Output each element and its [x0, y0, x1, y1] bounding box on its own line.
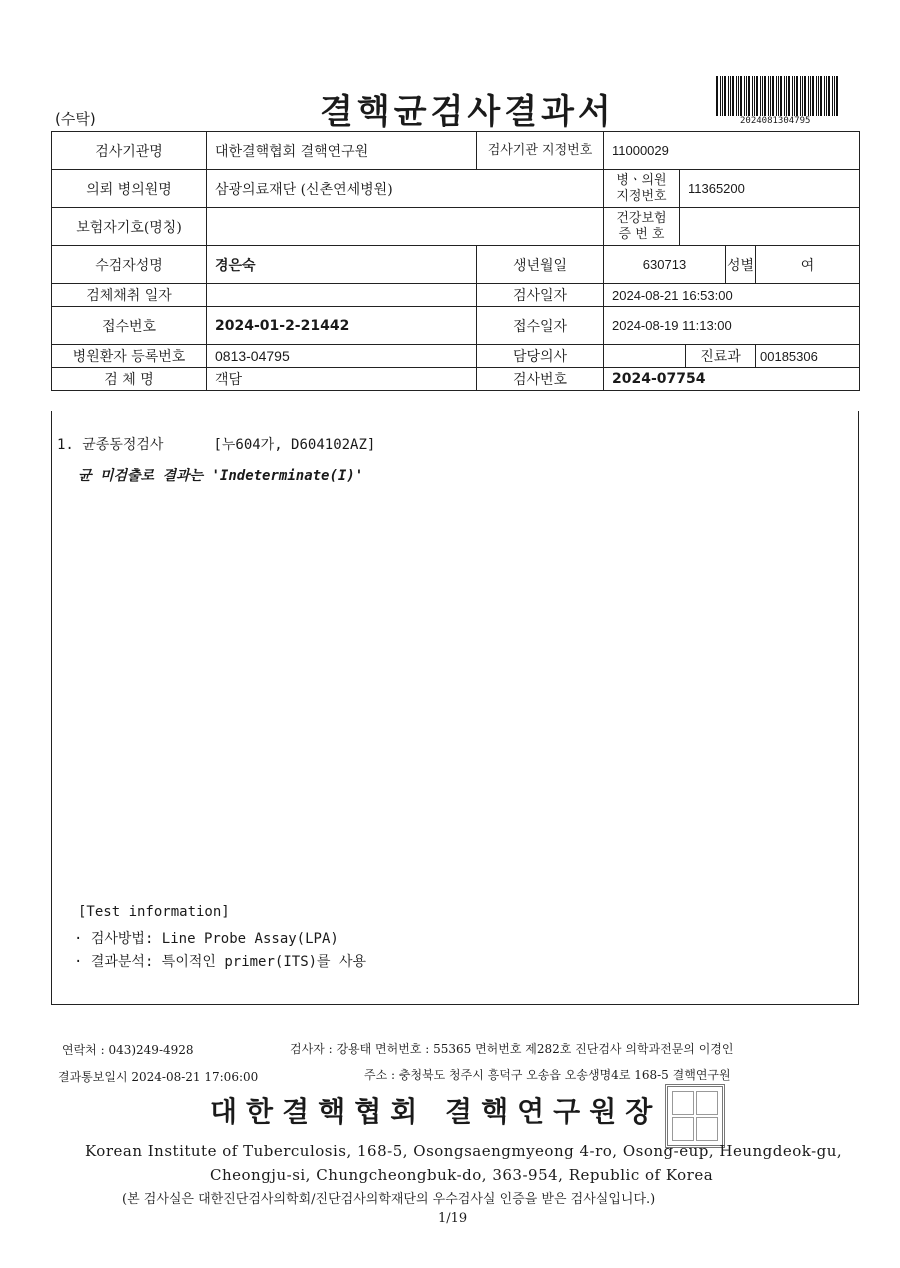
label-receipt-number: 접수번호	[52, 307, 207, 345]
label-department: 진료과	[686, 345, 756, 368]
result-line-1	[57, 434, 375, 454]
barcode-icon	[716, 76, 840, 116]
certification-note: (본 검사실은 대한진단검사의학회/진단검사의학재단의 우수검사실 인증을 받은 검사실입니다.)	[122, 1192, 656, 1207]
label-sex: 성별	[726, 246, 756, 284]
value-collection-date	[207, 284, 477, 307]
english-address-line-2: Cheongju-si, Chungcheongbuk-do, 363-954, Republic of Korea	[210, 1166, 714, 1184]
barcode-number: 2024081304795	[740, 116, 811, 126]
english-address-line-1: Korean Institute of Tuberculosis, 168-5, Osongsaengmyeong 4-ro, Osong-eup, Heungdeok-gu,	[85, 1142, 843, 1160]
label-hospital: 의뢰 병의원명	[52, 170, 207, 208]
result-line-2: 균 미검출로 결과는 'Indeterminate(I)'	[78, 468, 364, 484]
label-specimen: 검 체 명	[52, 368, 207, 391]
page-number: 1/19	[438, 1211, 468, 1226]
official-seal-icon	[665, 1084, 725, 1148]
test-info-method: · 검사방법: Line Probe Assay(LPA)	[74, 931, 339, 947]
value-institution-code: 11000029	[604, 132, 860, 170]
test-info-header: [Test information]	[78, 904, 230, 920]
institution-name: 대한결핵협회 결핵연구원장	[210, 1095, 662, 1128]
label-insurer: 보험자기호(명칭)	[52, 208, 207, 246]
result-test-name: 1. 균종동정검사	[57, 437, 164, 453]
info-table	[51, 131, 860, 391]
footer-notice-time: 결과통보일시 2024-08-21 17:06:00	[58, 1070, 259, 1084]
label-institution: 검사기관명	[52, 132, 207, 170]
value-birthdate: 630713	[604, 246, 726, 284]
label-test-date: 검사일자	[477, 284, 604, 307]
table-row	[52, 284, 860, 307]
table-row	[52, 208, 860, 246]
document-title: 결핵균검사결과서	[320, 92, 615, 132]
footer-contact: 연락처 : 043)249-4928	[62, 1043, 194, 1057]
label-physician: 담당의사	[477, 345, 604, 368]
value-insurer	[207, 208, 604, 246]
table-row	[52, 246, 860, 284]
value-registration-number: 0813-04795	[207, 345, 477, 368]
document-subtitle: (수탁)	[55, 110, 96, 128]
test-info-analysis: · 결과분석: 특이적인 primer(ITS)를 사용	[74, 954, 367, 970]
value-specimen: 객담	[207, 368, 477, 391]
footer-address: 주소 : 충청북도 청주시 흥덕구 오송읍 오송생명4로 168-5 결핵연구원	[364, 1068, 731, 1082]
label-insurance-number: 건강보험 증 번 호	[604, 208, 680, 246]
value-insurance-number	[680, 208, 860, 246]
label-hospital-code: 병ㆍ의원 지정번호	[604, 170, 680, 208]
value-receipt-number: 2024-01-2-21442	[207, 307, 477, 345]
footer-tester: 검사자 : 강용태 면허번호 : 55365 면허번호 제282호 진단검사 의학과전문의 이경인	[290, 1042, 734, 1056]
value-institution: 대한결핵협회 결핵연구원	[207, 132, 477, 170]
label-birthdate: 생년월일	[477, 246, 604, 284]
value-hospital-code: 11365200	[680, 170, 860, 208]
value-test-date: 2024-08-21 16:53:00	[604, 284, 860, 307]
table-row	[52, 368, 860, 391]
table-row	[52, 345, 860, 368]
value-department: 00185306	[756, 345, 860, 368]
label-patient-name: 수검자성명	[52, 246, 207, 284]
value-physician	[604, 345, 686, 368]
value-patient-name: 경은숙	[207, 246, 477, 284]
table-row	[52, 132, 860, 170]
label-registration-number: 병원환자 등록번호	[52, 345, 207, 368]
value-receipt-date: 2024-08-19 11:13:00	[604, 307, 860, 345]
label-test-number: 검사번호	[477, 368, 604, 391]
value-hospital: 삼광의료재단 (신촌연세병원)	[207, 170, 604, 208]
label-institution-code: 검사기관 지정번호	[477, 132, 604, 170]
label-collection-date: 검체채취 일자	[52, 284, 207, 307]
value-sex: 여	[756, 246, 860, 284]
table-row	[52, 170, 860, 208]
table-row	[52, 307, 860, 345]
result-test-code: [누604가, D604102AZ]	[213, 437, 376, 453]
label-receipt-date: 접수일자	[477, 307, 604, 345]
value-test-number: 2024-07754	[604, 368, 860, 391]
